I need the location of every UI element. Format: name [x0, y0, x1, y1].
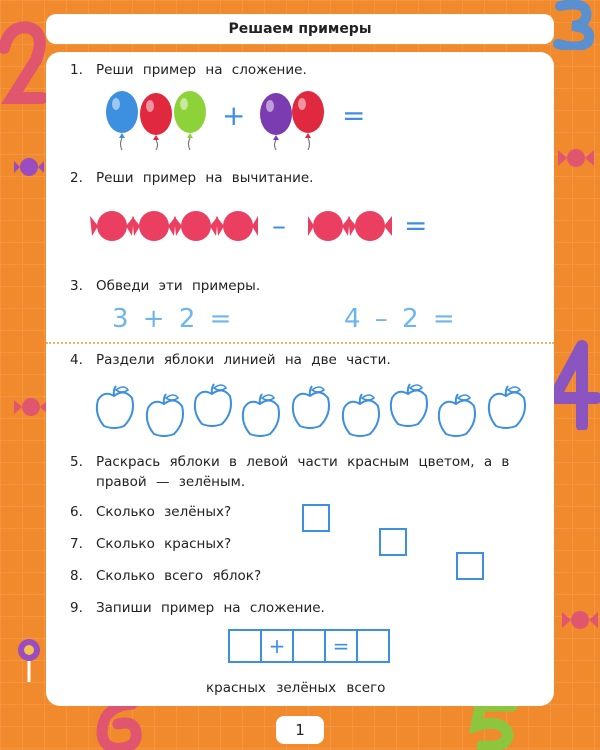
- balloons-icon: [258, 90, 330, 150]
- deco-candy-icon: [556, 138, 596, 178]
- answer-cell[interactable]: [356, 629, 390, 663]
- label-total: всего: [346, 680, 386, 696]
- plus-cell: +: [260, 629, 294, 663]
- answer-cell[interactable]: [292, 629, 326, 663]
- apples-outline-icon: [94, 378, 534, 440]
- equation-boxes: [228, 629, 390, 663]
- task-text: Реши пример на вычитание.: [96, 170, 314, 186]
- section-divider: [46, 342, 554, 344]
- task-text: Раскрась яблоки в левой части красным цветом, а в: [96, 454, 510, 470]
- task-7: [70, 534, 231, 554]
- task-number: 5.: [70, 454, 83, 470]
- answer-cell[interactable]: [228, 629, 262, 663]
- task-number: 4.: [70, 352, 83, 368]
- minus-sign: –: [272, 209, 286, 242]
- equals-cell: =: [324, 629, 358, 663]
- task-text: Реши пример на сложение.: [96, 62, 307, 78]
- task-number: 6.: [70, 504, 83, 520]
- task-1: [70, 60, 307, 80]
- page-title: Решаем примеры: [46, 14, 554, 44]
- deco-number-5-icon: [462, 700, 522, 750]
- label-green: зелёных: [276, 680, 337, 696]
- answer-box-total[interactable]: [456, 552, 484, 580]
- task-6: [70, 502, 231, 522]
- task-8: [70, 566, 261, 586]
- task-number: 8.: [70, 568, 83, 584]
- task-text: Сколько красных?: [96, 536, 232, 552]
- balloons-icon: [104, 90, 212, 150]
- page-number: 1: [276, 716, 324, 744]
- task-5-line-2: [96, 472, 245, 492]
- equals-sign: =: [342, 99, 366, 132]
- plus-sign: +: [222, 99, 246, 132]
- task-number: 1.: [70, 62, 83, 78]
- task-text: Запиши пример на сложение.: [96, 600, 325, 616]
- exercise-card: [46, 52, 554, 706]
- task-text: правой — зелёным.: [96, 474, 246, 490]
- task-text: Сколько зелёных?: [96, 504, 232, 520]
- task-text: Обведи эти примеры.: [96, 278, 261, 294]
- task-number: 7.: [70, 536, 83, 552]
- task-number: 2.: [70, 170, 83, 186]
- deco-candy-icon: [14, 392, 48, 422]
- candies-icon: [90, 202, 258, 250]
- equation-labels: [206, 680, 385, 696]
- answer-box-red[interactable]: [379, 528, 407, 556]
- task-9: [70, 598, 325, 618]
- task-text: Сколько всего яблок?: [96, 568, 262, 584]
- trace-example-1: 3 + 2 =: [112, 304, 235, 334]
- deco-candy-icon: [560, 600, 600, 640]
- task-number: 3.: [70, 278, 83, 294]
- deco-number-3-icon: [552, 0, 600, 50]
- deco-candy-icon: [14, 152, 44, 182]
- task-3: [70, 276, 260, 296]
- deco-number-4-icon: [548, 340, 600, 430]
- trace-example-2: 4 – 2 =: [344, 304, 458, 334]
- task-5: [70, 452, 509, 472]
- task-number: 9.: [70, 600, 83, 616]
- task-text: Раздели яблоки линией на две части.: [96, 352, 391, 368]
- answer-box-green[interactable]: [302, 504, 330, 532]
- task-2: [70, 168, 313, 188]
- candies-icon: [308, 202, 392, 250]
- deco-number-2-icon: [0, 20, 46, 110]
- task-4: [70, 350, 391, 370]
- label-red: красных: [206, 680, 266, 696]
- deco-number-6-icon: [92, 700, 148, 750]
- deco-lollipop-icon: [14, 636, 44, 682]
- equals-sign: =: [404, 209, 428, 242]
